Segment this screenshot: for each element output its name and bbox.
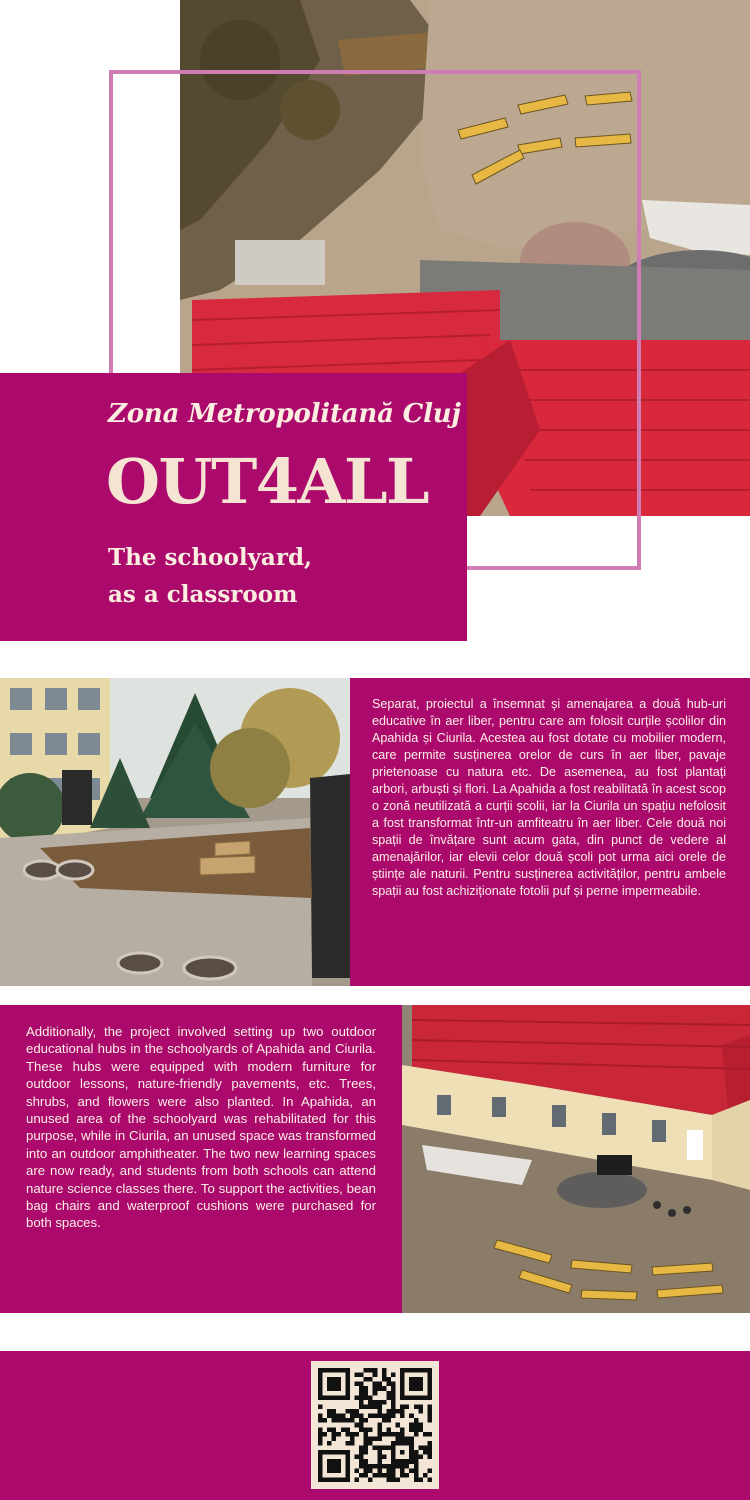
project-title: OUT4ALL: [106, 445, 429, 518]
tagline: [108, 539, 438, 613]
tagline-line-2: as a classroom: [108, 581, 298, 608]
region-title: Zona Metropolitană Cluj: [108, 399, 461, 429]
title-card: [0, 373, 467, 641]
romanian-text-panel: [350, 678, 750, 986]
qr-code[interactable]: [311, 1361, 439, 1489]
tagline-line-1: The schoolyard,: [108, 544, 313, 571]
romanian-paragraph: Separat, proiectul a însemnat și amenajarea a două hub-uri educative în aer liber, pentru care am folosit curțile școlilor din Apahida și Ciurila. Acestea au fost dotate cu mobilier modern, care permite susținerea orelor de curs în aer liber, pavaje prietenoase cu natura etc. De asemenea, au fost plantați arbori, arbuști și flori. La Apahida a fost reabilitată în acest scop o zonă neutilizată a curții școlii, iar la Ciurila un spațiu nefolosit a fost transformat într-un amfiteatru în aer liber. Cele două noi spații de învățare sunt acum gata, din punct de vedere al amenajărilor, iar elevii celor două școli pot urma aici orele de științe ale naturii. Pentru susținerea activităților, pentru ambele spații au fost achiziționate fotolii puf și perne impermeabile.: [372, 697, 726, 898]
school-garden-photo: [0, 678, 350, 986]
english-paragraph: Additionally, the project involved setting up two outdoor educational hubs in the schoolyards of Apahida and Ciurila. These hubs were equipped with modern furniture for outdoor lessons, nature-friendly pavements, etc. Trees, shrubs, and flowers were also planted. In Apahida, an unused area of the schoolyard was rehabilitated for this purpose, while in Ciurila, an unused space was transformed into an outdoor amphitheater. The two new learning spaces are now ready, and students from both schools can attend nature science classes there. To support the activities, bean bag chairs and waterproof cushions were purchased for both spaces.: [26, 1024, 376, 1231]
footer-bar: [0, 1351, 750, 1500]
amphitheater-photo: [402, 1005, 750, 1313]
english-text-panel: [0, 1005, 402, 1313]
